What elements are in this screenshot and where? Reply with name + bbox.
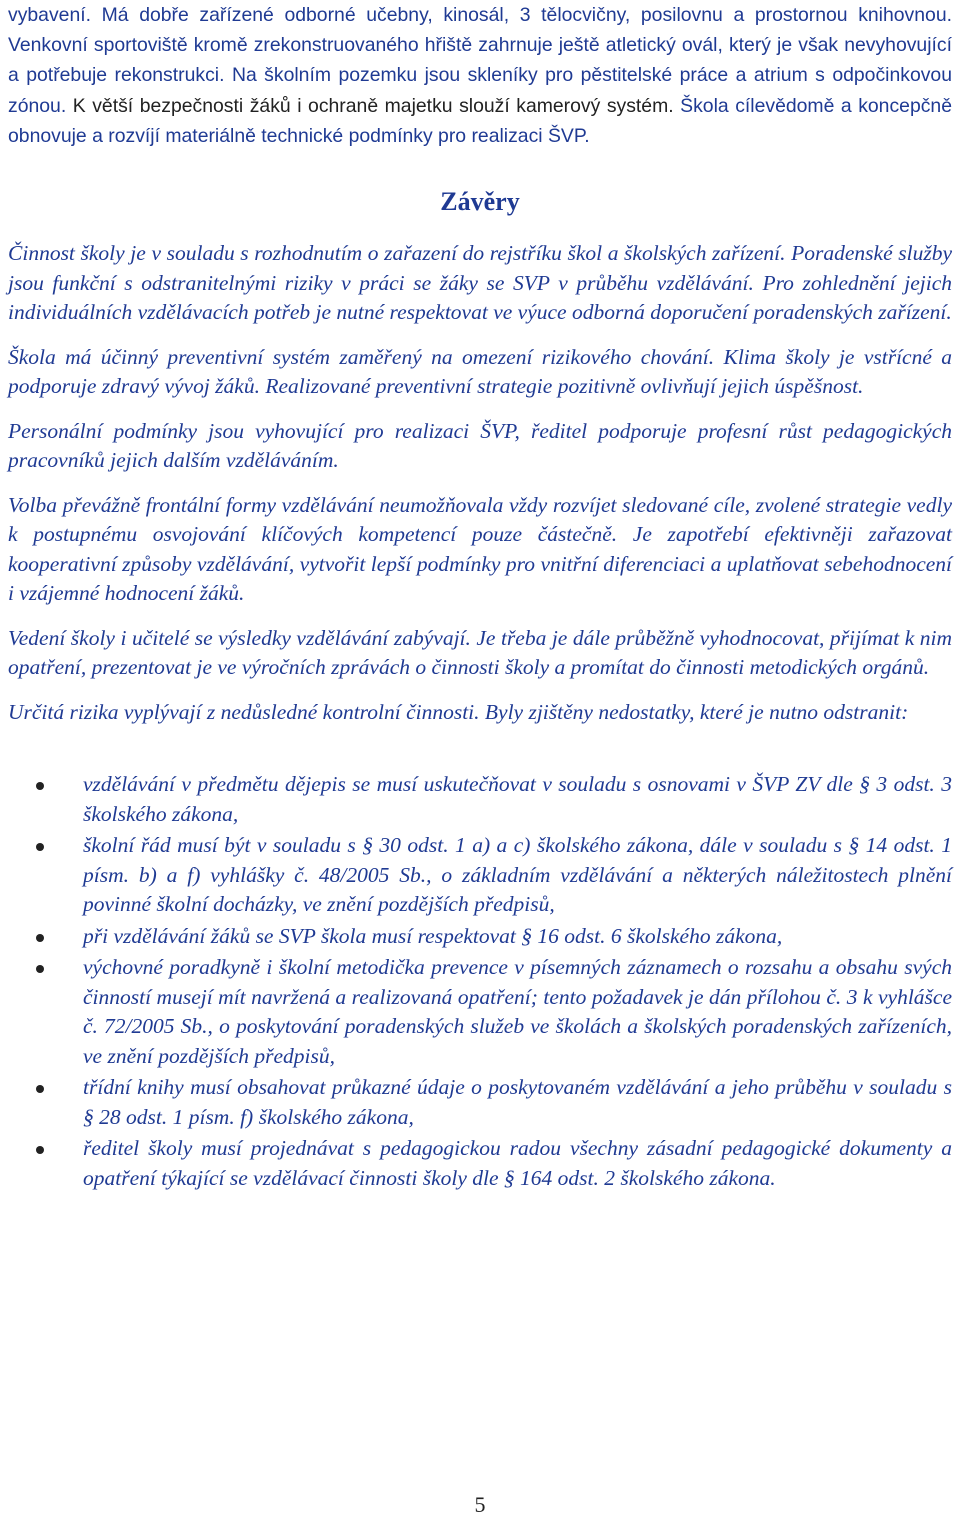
list-item-text: třídní knihy musí obsahovat průkazné údaje o poskytovaném vzdělávání a jeho průběhu v souladu s § 28 odst. 1 písm. f) školského zákona, (83, 1075, 952, 1129)
conclusion-paragraph-3: Personální podmínky jsou vyhovující pro realizaci ŠVP, ředitel podporuje profesní růst pedagogických pracovníků jejich dalším vzděláváním. (8, 418, 952, 473)
intro-sentence-3: K větší bezpečnosti žáků i ochraně majetku slouží kamerový systém. (72, 94, 674, 117)
intro-paragraph (8, 0, 952, 151)
list-item-text: vzdělávání v předmětu dějepis se musí uskutečňovat v souladu s osnovami v ŠVP ZV dle § 3 odst. 3 školského zákona, (83, 772, 952, 826)
intro-sentence-2: Na školním pozemku jsou skleníky pro pěstitelské práce a atrium s odpočinkovou zónou. (8, 64, 952, 117)
intro-sentence-4: Škola cílevědomě a koncepčně obnovuje a rozvíjí materiálně technické podmínky pro realizaci ŠVP. (8, 94, 952, 147)
list-item (8, 1073, 952, 1132)
bullet-icon (36, 965, 44, 973)
conclusion-paragraph-4: Volba převážně frontální formy vzdělávání neumožňovala vždy rozvíjet sledované cíle, zvolené strategie vedly k postupnému osvojování klíčových kompetencí pouze částečně. Je zapotřebí efektivněji zařazovat kooperativní způsoby vzdělávání, vytvořit lepší podmínky pro vnitřní diferenciaci a uplatňovat sebehodnocení i vzájemné hodnocení žáků. (8, 492, 952, 606)
bullet-icon (36, 843, 44, 851)
list-item (8, 770, 952, 829)
conclusion-paragraph-6: Určitá rizika vyplývají z nedůsledné kontrolní činnosti. Byly zjištěny nedostatky, které je nutno odstranit: (8, 699, 909, 724)
list-item-text: výchovné poradkyně i školní metodička prevence v písemných záznamech o rozsahu a obsahu svých činností musejí mít navržená a realizovaná opatření; tento požadavek je dán přílohou č. 3 k vyhlášce č. 72/2005 Sb., o poskytování poradenských služeb ve školách a školských poradenských zařízeních, ve znění pozdějších předpisů, (83, 955, 952, 1068)
bullet-icon (36, 934, 44, 942)
list-item-text: při vzdělávání žáků se SVP škola musí respektovat § 16 odst. 6 školského zákona, (83, 923, 783, 948)
bullet-icon (36, 1146, 44, 1154)
bullet-icon (36, 782, 44, 790)
list-item (8, 922, 952, 952)
intro-sentence-1: vybavení. Má dobře zařízené odborné učebny, kinosál, 3 tělocvičny, posilovnu a prostornou knihovnou. Venkovní sportoviště kromě zrekonstruovaného hřiště zahrnuje ještě atletický ovál, který je však nevyhovující a potřebuje rekonstrukci. (8, 4, 952, 87)
list-item-text: školní řád musí být v souladu s § 30 odst. 1 a) a c) školského zákona, dále v souladu s § 14 odst. 1 písm. b) a f) vyhlášky č. 48/2005 Sb., o základním vzdělávání a některých náležitostech plnění povinné školní docházky, ve znění pozdějších předpisů, (83, 833, 952, 917)
list-item (8, 953, 952, 1071)
list-item (8, 1134, 952, 1193)
deficiency-list (8, 770, 952, 1193)
section-heading: Závěry (440, 187, 520, 217)
spacer (8, 742, 952, 770)
list-item-text: ředitel školy musí projednávat s pedagogickou radou všechny zásadní pedagogické dokumenty a opatření týkající se vzdělávací činnosti školy dle § 164 odst. 2 školského zákona. (83, 1136, 952, 1190)
bullet-icon (36, 1085, 44, 1093)
page-number: 5 (474, 1492, 486, 1517)
list-item (8, 831, 952, 920)
conclusion-paragraph-5: Vedení školy i učitelé se výsledky vzdělávání zabývají. Je třeba je dále průběžně vyhodnocovat, přijímat k nim opatření, prezentovat je ve výročních zprávách o činnosti školy a promítat do činnosti metodických orgánů. (8, 625, 952, 680)
conclusion-paragraph-2: Škola má účinný preventivní systém zaměřený na omezení rizikového chování. Klima školy je vstřícné a podporuje zdravý vývoj žáků. Realizované preventivní strategie pozitivně ovlivňují jejich úspěšnost. (8, 344, 952, 399)
conclusion-paragraph-1: Činnost školy je v souladu s rozhodnutím o zařazení do rejstříku škol a školských zařízení. Poradenské služby jsou funkční s odstranitelnými riziky v práci se žáky se SVP v průběhu vzdělávání. Pro zohlednění jejich individuálních vzdělávacích potřeb je nutné respektovat ve výuce odborná doporučení poradenských zařízení. (8, 241, 952, 325)
